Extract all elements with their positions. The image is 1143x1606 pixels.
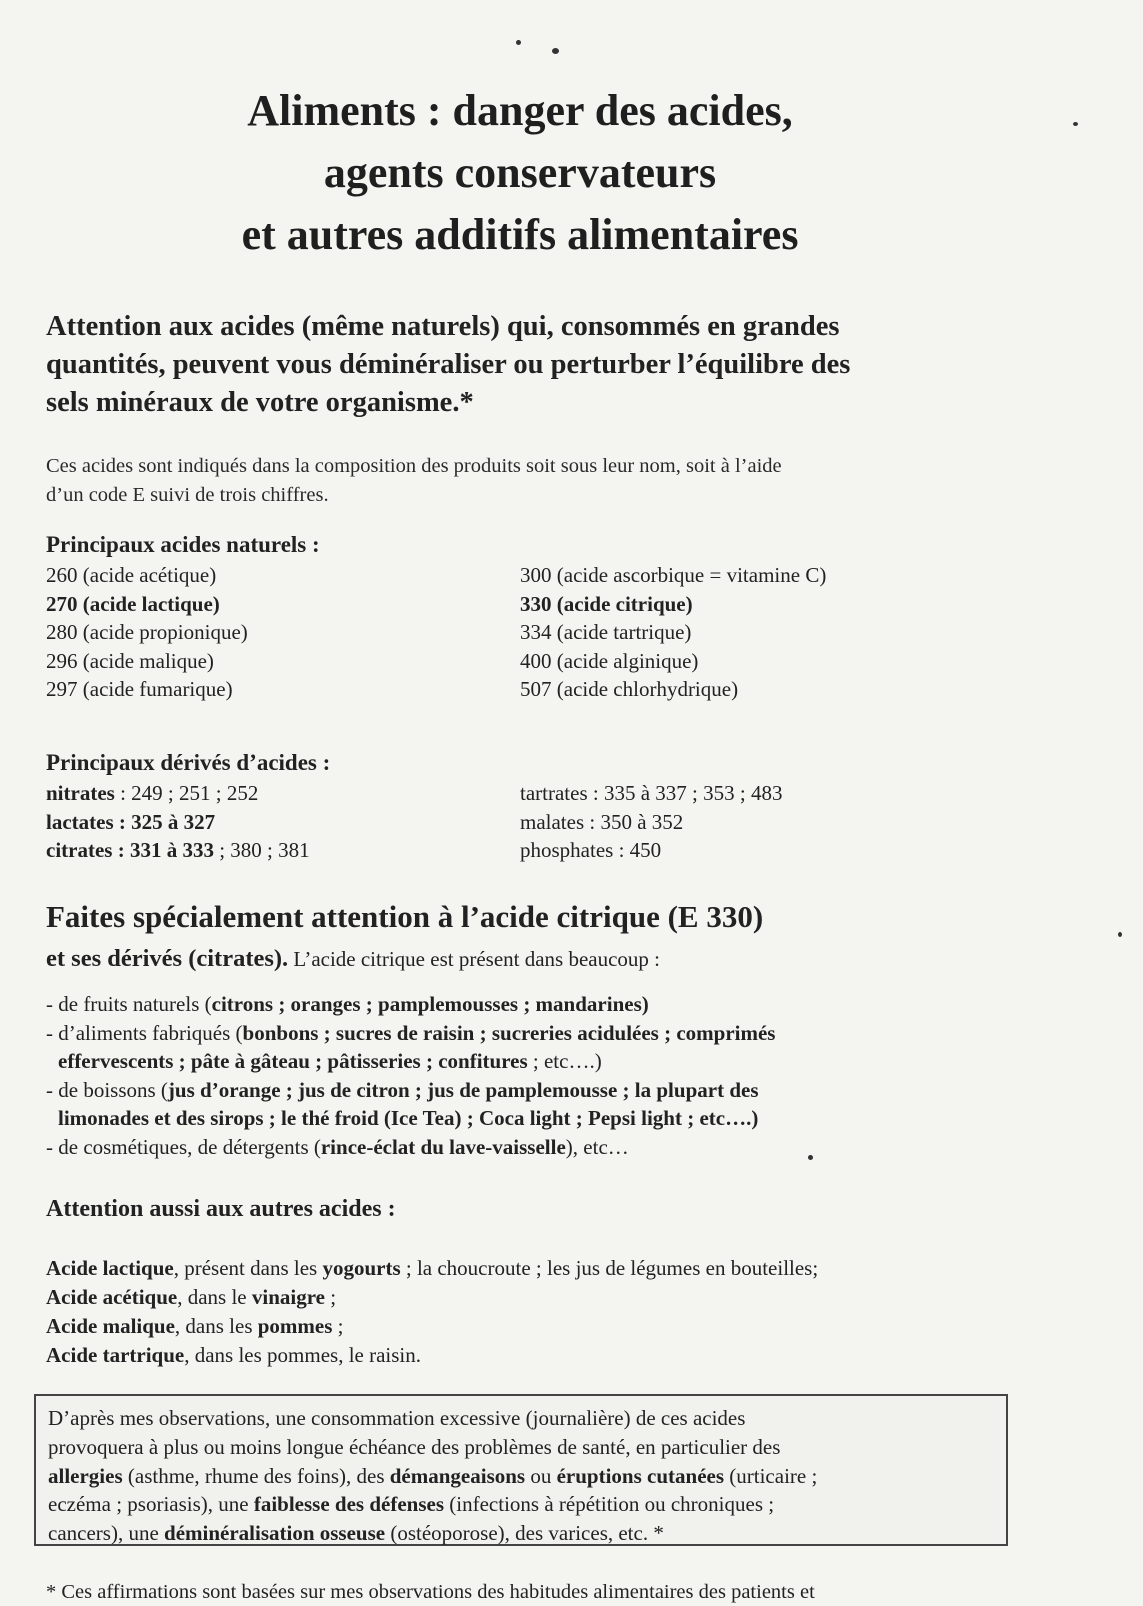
derivative-item: citrates : 331 à 333 ; 380 ; 381 — [46, 838, 310, 862]
scan-speck — [552, 48, 559, 54]
acid-item: 260 (acide acétique) — [46, 563, 217, 587]
codes-line-1: Ces acides sont indiqués dans la composition des produits soit sous leur nom, soit à l’aide — [46, 455, 782, 477]
list-item-continuation: effervescents ; pâte à gâteau ; pâtisseries ; confitures ; etc….) — [58, 1049, 602, 1073]
box-line: allergies (asthme, rhume des foins), des démangeaisons ou éruptions cutanées (urticaire ; — [48, 1463, 818, 1488]
intro-warning — [46, 308, 1046, 422]
natural-acids-left — [46, 561, 248, 704]
list-item-continuation: limonades et des sirops ; le thé froid (Ice Tea) ; Coca light ; Pepsi light ; etc….) — [58, 1106, 759, 1130]
acid-item: 334 (acide tartrique) — [520, 620, 692, 644]
codes-paragraph — [46, 452, 1006, 510]
list-item: - d’aliments fabriqués (bonbons ; sucres de raisin ; sucreries acidulées ; comprimés — [46, 1020, 776, 1045]
scan-speck — [1073, 122, 1078, 126]
acid-item: 296 (acide malique) — [46, 648, 214, 673]
title-line-3: et autres additifs alimentaires — [241, 210, 799, 259]
intro-line-2: quantités, peuvent vous déminéraliser ou perturber l’équilibre des — [46, 349, 851, 380]
derivative-item: tartrates : 335 à 337 ; 353 ; 483 — [520, 781, 783, 805]
derivative-item: lactates : 325 à 327 — [46, 809, 216, 834]
acid-item: 400 (acide alginique) — [520, 648, 699, 673]
list-item: - de fruits naturels (citrons ; oranges ; pamplemousses ; mandarines) — [46, 992, 649, 1016]
list-item: Acide acétique, dans le vinaigre ; — [46, 1285, 337, 1309]
derivatives-left — [46, 779, 310, 865]
scan-speck — [516, 40, 521, 45]
box-line: cancers), une déminéralisation osseuse (ostéoporose), des varices, etc. * — [48, 1521, 664, 1546]
other-acids-heading: Attention aussi aux autres acides : — [46, 1196, 396, 1222]
acid-item: 300 (acide ascorbique = vitamine C) — [520, 563, 827, 587]
observations-box — [34, 1394, 1008, 1546]
natural-acids-heading: Principaux acides naturels : — [46, 532, 320, 557]
acid-item: 297 (acide fumarique) — [46, 677, 233, 701]
page-title — [0, 80, 1040, 266]
footnote: * Ces affirmations sont basées sur mes observations des habitudes alimentaires des patients et — [46, 1581, 815, 1603]
codes-line-2: d’un code E suivi de trois chiffres. — [46, 484, 329, 506]
box-line: provoquera à plus ou moins longue échéance des problèmes de santé, en particulier des — [48, 1434, 781, 1459]
box-line: D’après mes observations, une consommation excessive (journalière) de ces acides — [48, 1406, 746, 1430]
derivative-item: phosphates : 450 — [520, 838, 662, 862]
list-item: - de boissons (jus d’orange ; jus de citron ; jus de pamplemousse ; la plupart des — [46, 1077, 759, 1102]
derivatives-heading: Principaux dérivés d’acides : — [46, 750, 331, 775]
scan-speck — [808, 1155, 813, 1160]
derivatives-right — [520, 779, 782, 865]
natural-acids-right — [520, 561, 826, 704]
citric-sources-list — [46, 990, 1046, 1161]
box-line: eczéma ; psoriasis), une faiblesse des défenses (infections à répétition ou chroniques ; — [48, 1492, 775, 1517]
intro-line-3: sels minéraux de votre organisme.* — [46, 387, 474, 418]
list-item: Acide lactique, présent dans les yogourts ; la choucroute ; les jus de légumes en bouteilles; — [46, 1256, 819, 1280]
acid-item: 330 (acide citrique) — [520, 591, 693, 616]
list-item: Acide tartrique, dans les pommes, le raisin. — [46, 1343, 422, 1367]
derivative-item: malates : 350 à 352 — [520, 809, 684, 834]
acid-item: 270 (acide lactique) — [46, 591, 220, 616]
acid-item: 280 (acide propionique) — [46, 620, 248, 644]
list-item: Acide malique, dans les pommes ; — [46, 1314, 344, 1338]
acid-item: 507 (acide chlorhydrique) — [520, 677, 739, 701]
title-line-2: agents conservateurs — [323, 148, 717, 197]
title-line-1: Aliments : danger des acides, — [247, 86, 793, 135]
scan-speck — [1118, 932, 1122, 937]
intro-line-1: Attention aux acides (même naturels) qui, consommés en grandes — [46, 311, 840, 342]
list-item: - de cosmétiques, de détergents (rince-éclat du lave-vaisselle), etc… — [46, 1134, 629, 1159]
citric-acid-heading: Faites spécialement attention à l’acide citrique (E 330) — [46, 899, 764, 934]
other-acids-list — [46, 1254, 818, 1370]
derivative-item: nitrates : 249 ; 251 ; 252 — [46, 781, 259, 805]
citric-acid-subheading: et ses dérivés (citrates). L’acide citrique est présent dans beaucoup : — [46, 945, 661, 972]
